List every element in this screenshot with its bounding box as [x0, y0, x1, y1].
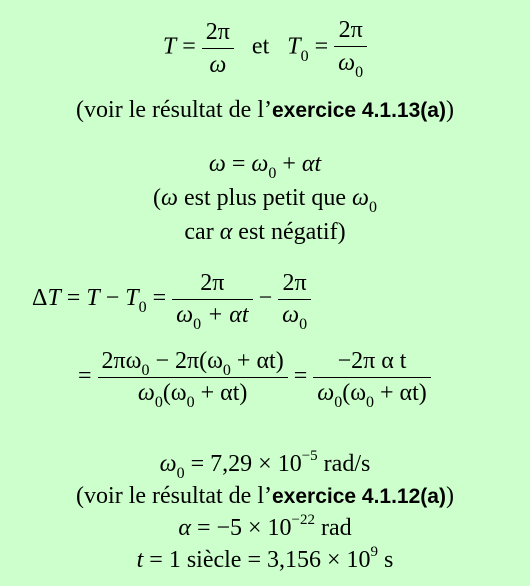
- reference-line-2: (voir le résultat de l’exercice 4.1.12(a)): [76, 483, 454, 509]
- reference-line-1: (voir le résultat de l’exercice 4.1.13(a)): [76, 97, 454, 123]
- fraction-final-result: $\frac{\text{−2π α t}}{\omega_0(\omega_0 + \alpha t)}$: [313, 348, 431, 407]
- alpha-remark: car α est négatif): [184, 219, 346, 245]
- omega-relation: $\omega = \omega_0 + \alpha t$: [208, 151, 322, 182]
- fraction-combined-numerator: $\frac{2\pi\omega_0 - 2\pi(\omega_0 + \alpha t)}{\omega_0(\omega_0 + \alpha t)}$: [98, 348, 288, 407]
- exercise-link-4-1-12a[interactable]: exercice 4.1.12(a): [271, 485, 446, 508]
- delta-t-equation: $\Delta T = T - T_0$ = $\frac{2\pi}{\omega_0 + \alpha t}$ − $\frac{2\pi}{\omega_0}$: [32, 270, 311, 329]
- fraction-2pi-over-omega0-plus-alphat: $\frac{2\pi}{\omega_0 + \alpha t}$: [172, 270, 252, 329]
- time-value: t = 1 siècle = $3,156 \times 10^9$ s: [136, 544, 394, 573]
- fraction-2pi-over-omega0: $\frac{2\pi}{\omega_0}$: [278, 270, 311, 329]
- omega0-value: $\omega_0 = 7,29 \times 10^{-5}$ rad/s: [159, 448, 371, 482]
- fraction-2pi-omega0: $\frac{2\pi}{\omega_0}$: [334, 16, 367, 80]
- alpha-value: $\alpha = -5 \times 10^{-22}$ rad: [178, 512, 352, 541]
- fraction-2pi-omega: $\frac{2\pi}{\omega}$: [202, 18, 234, 79]
- delta-t-simplification: = $\frac{2\pi\omega_0 - 2\pi(\omega_0 + \alpha t)}{\omega_0(\omega_0 + \alpha t)}$ = $\frac{\text{−2π α t}}{\omega_0(\omega_0 + \alpha t)}$: [78, 348, 431, 407]
- period-definitions: T = $\frac{2\pi}{\omega}$ et $T_0$ = $\frac{2\pi}{\omega_0}$: [0, 16, 530, 80]
- omega-remark: (ω est plus petit que $\omega_0$: [153, 185, 377, 216]
- exercise-link-4-1-13a[interactable]: exercice 4.1.13(a): [271, 99, 446, 122]
